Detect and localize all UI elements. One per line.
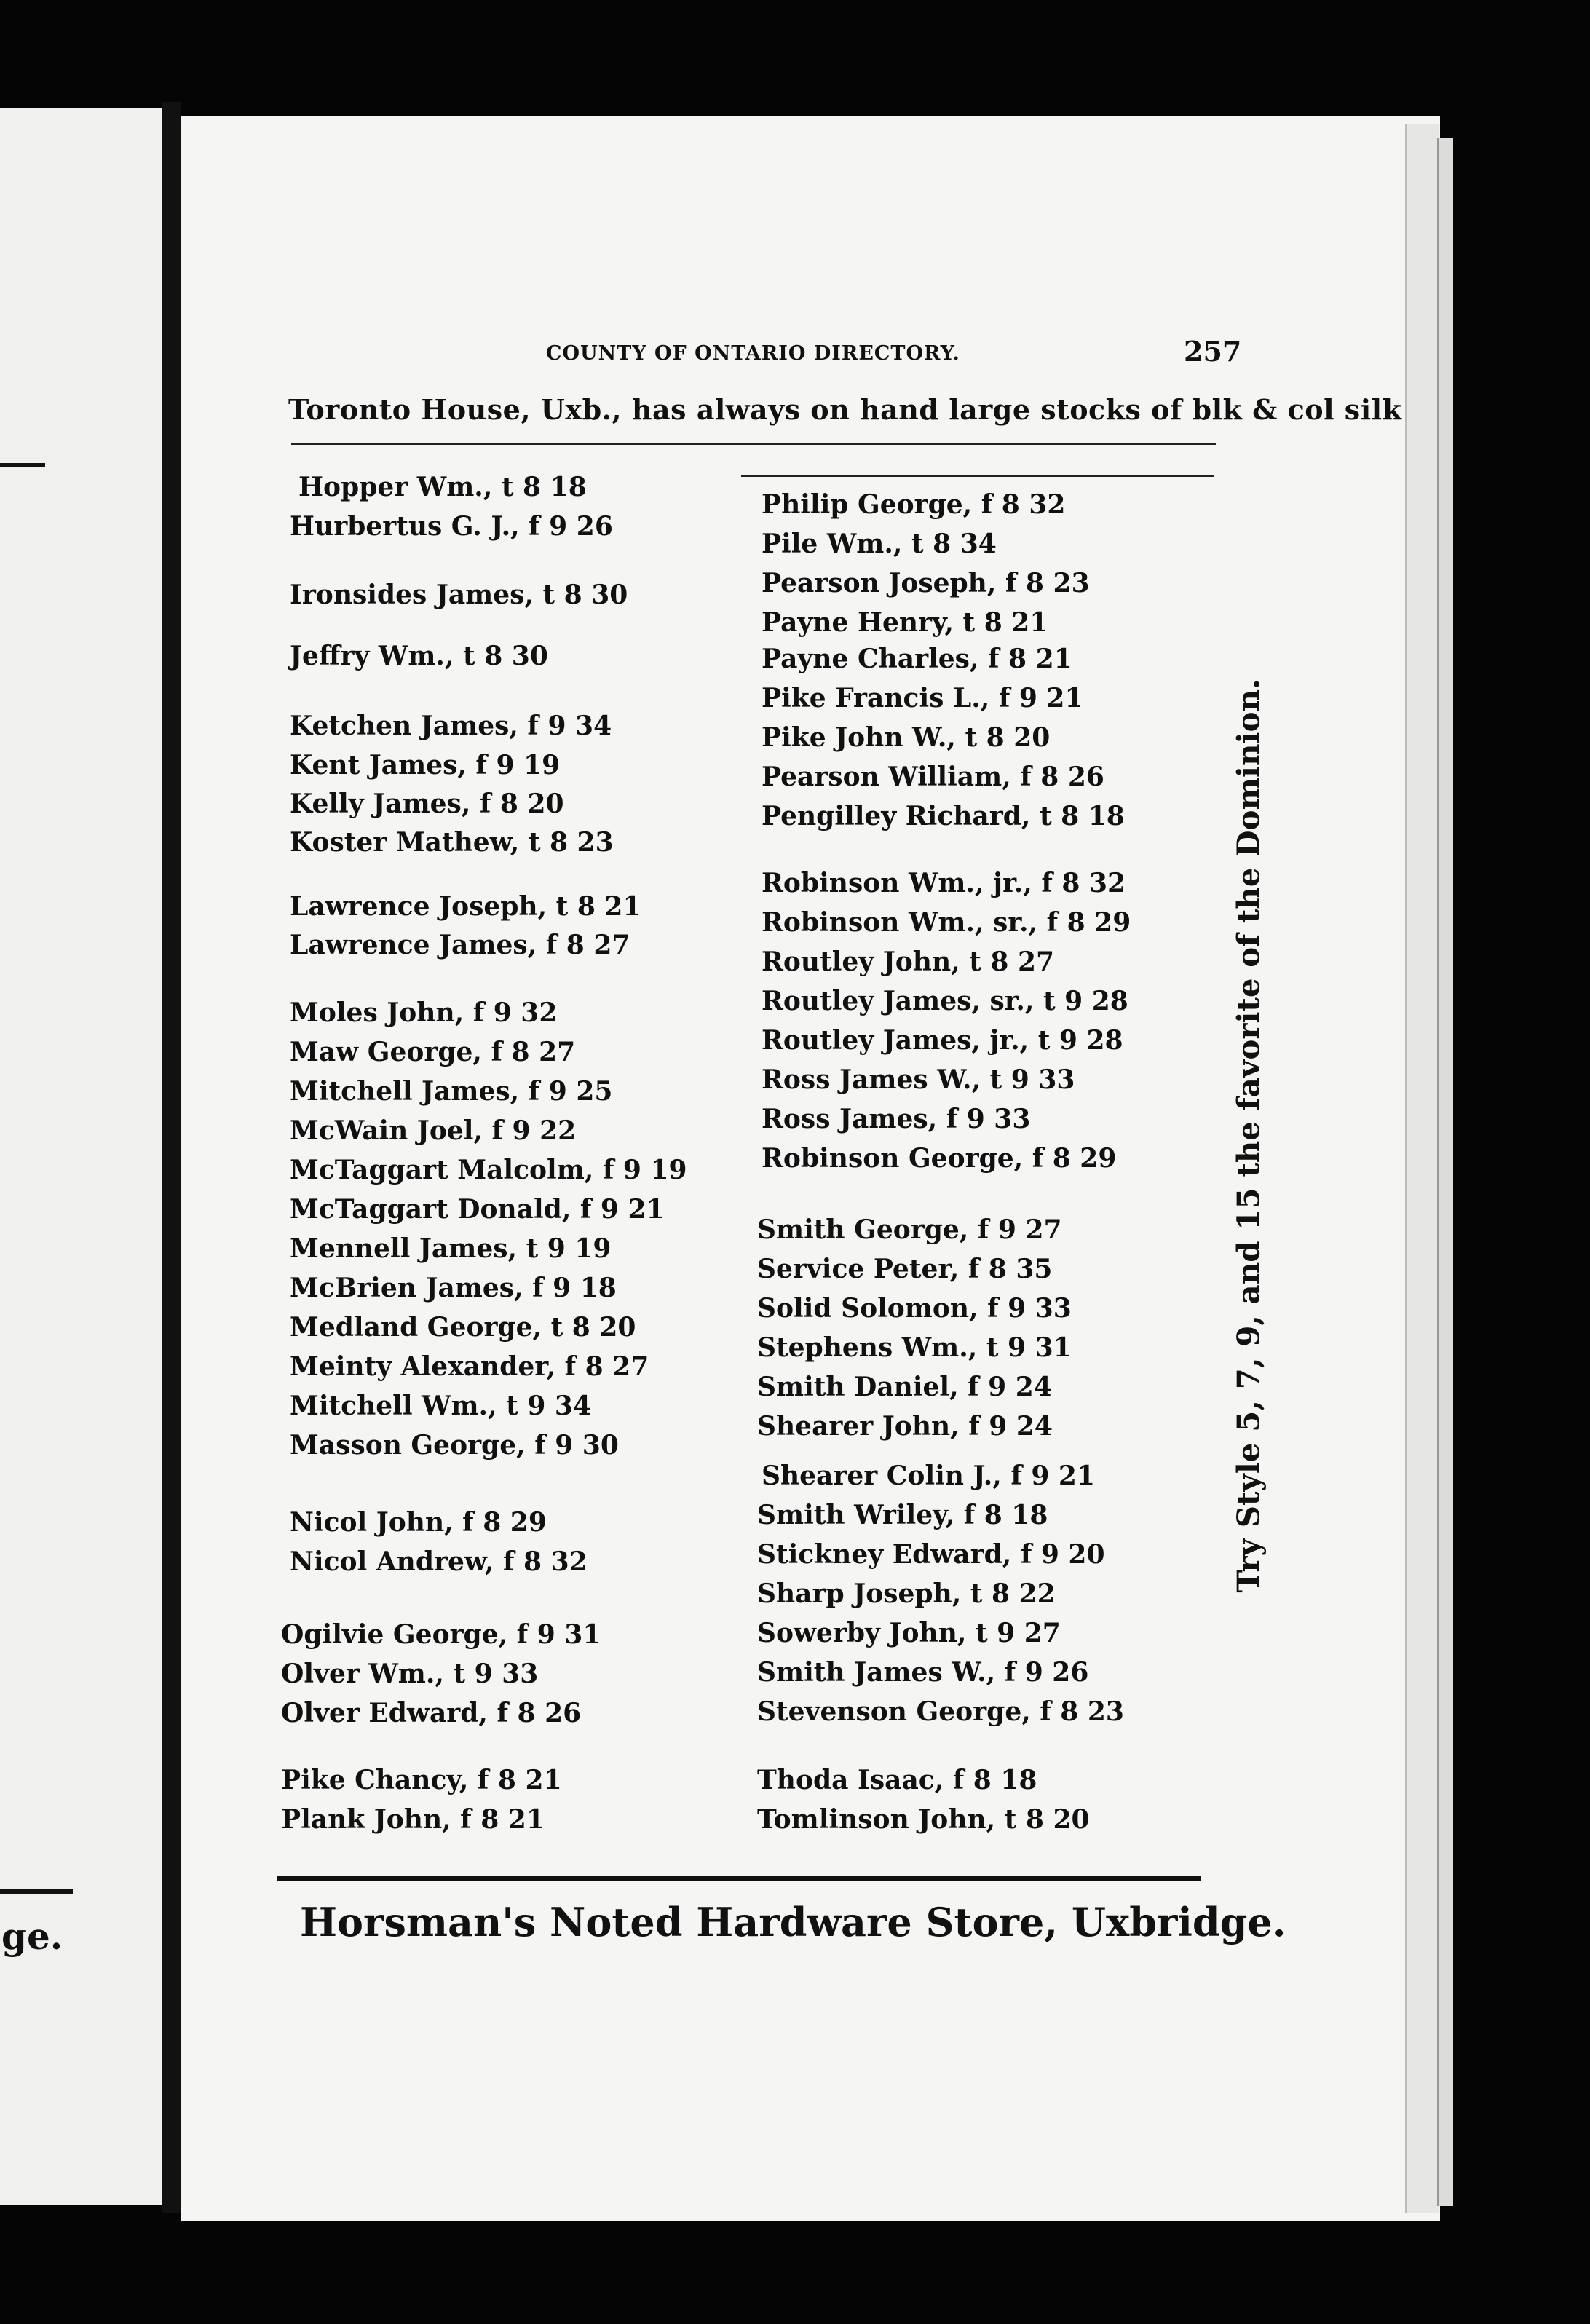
directory-entry: Ogilvie George, f 9 31 (281, 1619, 601, 1650)
directory-entry: Service Peter, f 8 35 (757, 1254, 1053, 1284)
directory-entry: Shearer Colin J., f 9 21 (762, 1461, 1096, 1491)
directory-entry: Kent James, f 9 19 (290, 750, 561, 780)
directory-entry: McTaggart Malcolm, f 9 19 (290, 1155, 687, 1185)
directory-entry: Pengilley Richard, t 8 18 (762, 801, 1125, 831)
directory-entry: Olver Edward, f 8 26 (281, 1698, 582, 1728)
page-edge (1437, 138, 1453, 2206)
directory-entry: Stickney Edward, f 9 20 (757, 1539, 1105, 1570)
directory-entry: Koster Mathew, t 8 23 (290, 827, 614, 858)
directory-entry: Plank John, f 8 21 (281, 1804, 545, 1835)
directory-entry: Payne Henry, t 8 21 (762, 607, 1048, 638)
directory-entry: Nicol John, f 8 29 (290, 1507, 547, 1538)
directory-entry: Routley James, sr., t 9 28 (762, 986, 1128, 1016)
book-gutter (162, 102, 181, 2213)
directory-entry: Pike Francis L., f 9 21 (762, 683, 1083, 714)
directory-entry: Payne Charles, f 8 21 (762, 644, 1072, 674)
side-advertisement-text: Try Style 5, 7, 9, and 15 the favorite of the Dominion. (1230, 679, 1267, 1593)
directory-entry: Routley John, t 8 27 (762, 946, 1055, 977)
facing-page-rule-top (0, 463, 45, 467)
directory-entry: Pearson Joseph, f 8 23 (762, 568, 1090, 598)
directory-entry: Ketchen James, f 9 34 (290, 711, 612, 741)
directory-entry: Smith James W., f 9 26 (757, 1657, 1089, 1688)
directory-entry: Stevenson George, f 8 23 (757, 1696, 1124, 1727)
directory-entry: Sharp Joseph, t 8 22 (757, 1578, 1056, 1609)
facing-page-text-fragment: ge. (1, 1915, 63, 1958)
directory-entry: Robinson Wm., sr., f 8 29 (762, 907, 1131, 938)
directory-entry: Mitchell Wm., t 9 34 (290, 1391, 591, 1421)
footer-advertisement: Horsman's Noted Hardware Store, Uxbridge. (300, 1899, 1286, 1945)
directory-entry: Kelly James, f 8 20 (290, 788, 564, 819)
directory-entry: Robinson Wm., jr., f 8 32 (762, 868, 1126, 898)
directory-entry: Masson George, f 9 30 (290, 1430, 619, 1461)
side-advertisement (1216, 641, 1281, 1631)
running-head: COUNTY OF ONTARIO DIRECTORY. (546, 342, 960, 365)
directory-entry: Smith Wriley, f 8 18 (757, 1500, 1048, 1530)
directory-entry: Lawrence James, f 8 27 (290, 930, 630, 960)
directory-entry: Thoda Isaac, f 8 18 (757, 1765, 1037, 1795)
page-edge (1405, 124, 1439, 2213)
directory-entry: Pike Chancy, f 8 21 (281, 1765, 562, 1795)
directory-entry: Philip George, f 8 32 (762, 489, 1066, 520)
directory-entry: Tomlinson John, t 8 20 (757, 1804, 1090, 1835)
directory-entry: Medland George, t 8 20 (290, 1312, 636, 1343)
directory-entry: Mennell James, t 9 19 (290, 1233, 612, 1264)
directory-entry: Lawrence Joseph, t 8 21 (290, 891, 641, 922)
directory-entry: Mitchell James, f 9 25 (290, 1076, 613, 1107)
directory-entry: Maw George, f 8 27 (290, 1037, 576, 1067)
directory-entry: McTaggart Donald, f 9 21 (290, 1194, 665, 1225)
column-rule (741, 475, 1214, 477)
directory-entry: Pile Wm., t 8 34 (762, 529, 997, 559)
header-rule (291, 443, 1216, 445)
directory-entry: Hurbertus G. J., f 9 26 (290, 511, 613, 542)
directory-entry: Ironsides James, t 8 30 (290, 580, 628, 610)
directory-entry: Meinty Alexander, f 8 27 (290, 1351, 649, 1382)
directory-entry: McBrien James, f 9 18 (290, 1273, 617, 1303)
directory-entry: Shearer John, f 9 24 (757, 1411, 1053, 1442)
scan-background (0, 2221, 1590, 2324)
directory-entry: Smith Daniel, f 9 24 (757, 1372, 1052, 1402)
directory-entry: Smith George, f 9 27 (757, 1214, 1062, 1245)
directory-entry: Ross James W., t 9 33 (762, 1064, 1075, 1095)
directory-entry: McWain Joel, f 9 22 (290, 1115, 577, 1146)
directory-entry: Solid Solomon, f 9 33 (757, 1293, 1072, 1324)
directory-entry: Ross James, f 9 33 (762, 1104, 1031, 1134)
directory-entry: Routley James, jr., t 9 28 (762, 1025, 1123, 1056)
directory-entry: Sowerby John, t 9 27 (757, 1618, 1061, 1648)
banner-advertisement: Toronto House, Uxb., has always on hand large stocks of blk & col silk (288, 393, 1402, 426)
directory-entry: Pearson William, f 8 26 (762, 762, 1104, 792)
directory-entry: Moles John, f 9 32 (290, 997, 558, 1028)
directory-entry: Olver Wm., t 9 33 (281, 1659, 539, 1689)
directory-entry: Robinson George, f 8 29 (762, 1143, 1117, 1174)
directory-entry: Stephens Wm., t 9 31 (757, 1332, 1072, 1363)
footer-rule (277, 1876, 1201, 1881)
directory-entry: Jeffry Wm., t 8 30 (290, 641, 548, 671)
facing-page-rule-bottom (0, 1889, 73, 1894)
directory-entry: Nicol Andrew, f 8 32 (290, 1546, 588, 1577)
directory-entry: Hopper Wm., t 8 18 (298, 472, 587, 502)
directory-entry: Pike John W., t 8 20 (762, 722, 1051, 753)
page-number: 257 (1184, 335, 1242, 368)
